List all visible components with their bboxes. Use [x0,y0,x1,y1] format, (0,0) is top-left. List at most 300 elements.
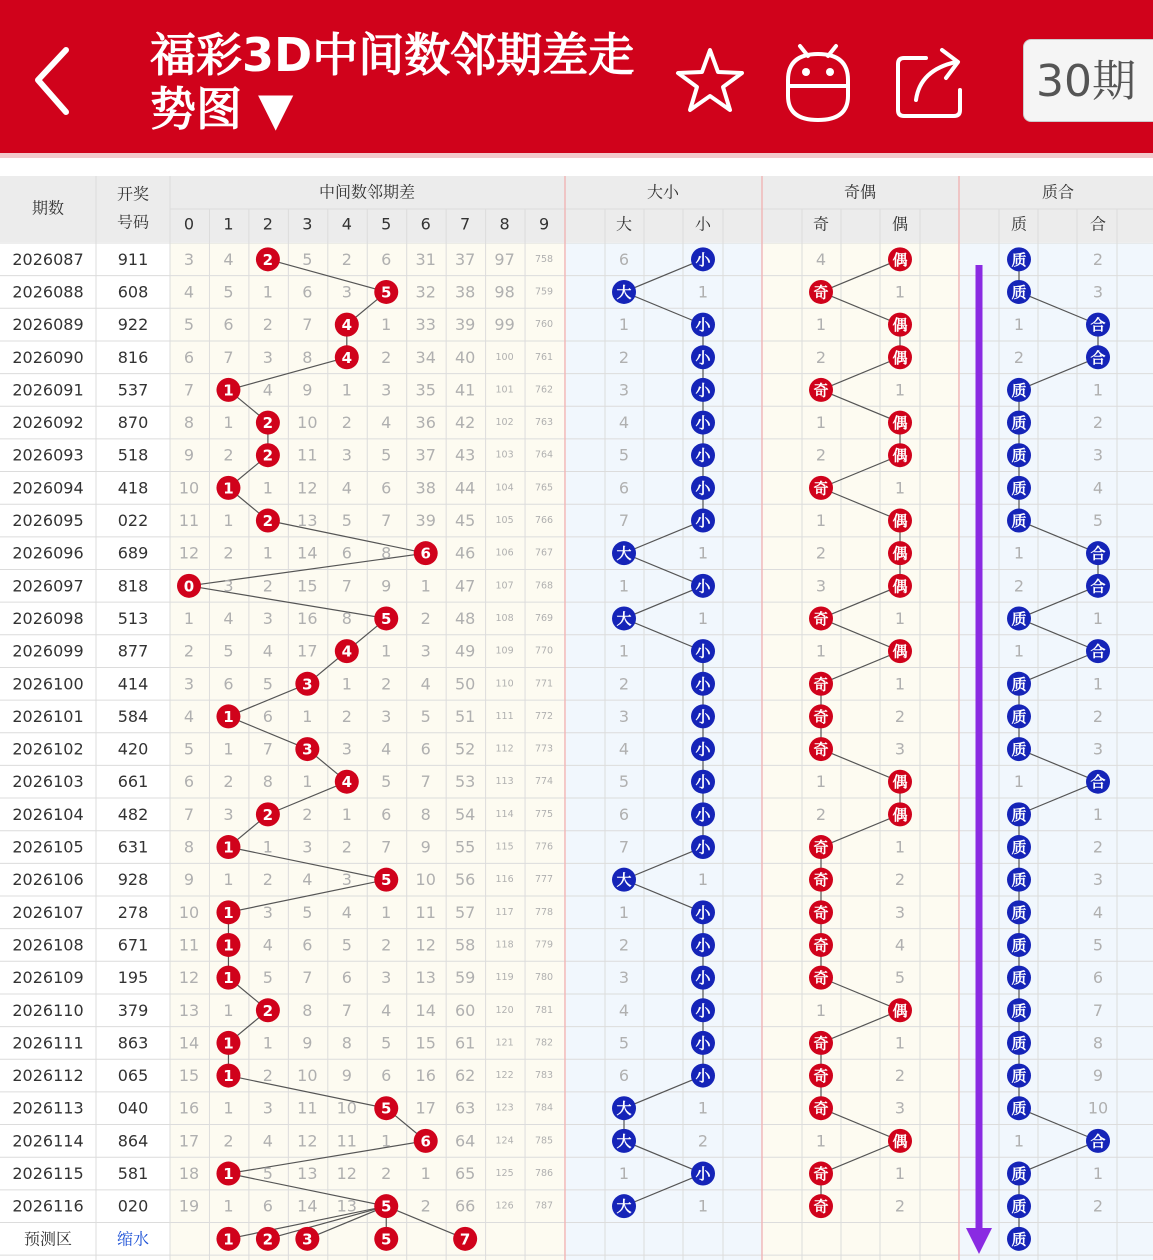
diff-cell: 2 [262,870,273,890]
diff-cell: 3 [341,739,352,759]
diff-cell: 99 [494,315,515,335]
predict-label: 预测区 [23,1229,73,1249]
oe-cell: 1 [894,1164,906,1184]
diff-cell: 1 [262,478,273,498]
oe-cell: 5 [894,968,906,988]
diff-cell: 1 [223,1000,234,1020]
diff-cell: 12 [336,1164,357,1184]
diff-cell: 117 [495,906,514,918]
draw-number-cell: 065 [117,1066,149,1086]
diff-cell: 1 [223,413,234,433]
period-cell: 2026089 [12,315,84,335]
star-icon[interactable] [672,40,748,122]
oe-cell: 3 [894,1098,906,1118]
bs-ball-label: 小 [695,1067,711,1086]
period-cell: 2026108 [12,935,84,955]
period-cell: 2026091 [12,380,84,400]
diff-cell: 1 [262,837,273,857]
diff-cell: 1 [302,772,313,792]
diff-cell: 12 [297,478,318,498]
diff-cell: 34 [415,347,436,367]
oe-ball-label: 奇 [813,903,829,922]
pc-ball-label: 质 [1011,903,1027,922]
group-pc-header: 质合 [1041,182,1075,202]
pc-cell: 1 [1013,1131,1025,1151]
share-icon[interactable] [892,40,968,122]
diff-cell: 3 [381,968,392,988]
period-cell: 2026104 [12,804,84,824]
diff-cell: 6 [223,315,234,335]
diff-cell: 2 [381,1164,392,1184]
diff-cell: 8 [341,608,352,628]
diff-cell: 1 [183,608,195,628]
diff-cell: 7 [262,739,273,759]
diff-cell: 4 [262,641,273,661]
diff-cell: 8 [341,1033,352,1053]
pc-ball-label: 合 [1090,1132,1106,1151]
diff-digit-header: 5 [381,214,392,234]
diff-cell: 10 [336,1098,357,1118]
diff-cell: 14 [178,1033,200,1053]
diff-cell: 58 [454,935,476,955]
diff-ball-label: 4 [341,316,353,335]
diff-cell: 775 [534,808,554,820]
pc-ball-label: 质 [1011,250,1027,269]
pc-cell: 5 [1092,935,1104,955]
diff-cell: 15 [415,1033,436,1053]
diff-cell: 4 [381,1000,392,1020]
diff-cell: 16 [297,608,318,628]
diff-cell: 7 [223,347,234,367]
diff-cell: 125 [495,1168,514,1180]
diff-digit-header: 4 [341,214,352,234]
diff-cell: 11 [415,902,436,922]
diff-cell: 11 [336,1131,357,1151]
diff-cell: 2 [420,1196,431,1216]
col-draw-header-2: 号码 [116,212,150,232]
diff-cell: 5 [262,1164,273,1184]
pc-ball-label: 质 [1011,740,1027,759]
diff-cell: 116 [495,874,514,886]
group-diff-header: 中间数邻期差 [318,182,416,202]
diff-cell: 772 [534,710,554,722]
oe-cell: 2 [815,445,827,465]
diff-ball-label: 5 [381,1197,392,1216]
diff-cell: 39 [415,511,436,531]
diff-cell: 1 [381,315,392,335]
diff-cell: 6 [302,935,313,955]
pc-ball-label: 质 [1011,936,1027,955]
diff-cell: 41 [454,380,476,400]
diff-ball-label: 1 [223,936,234,955]
oe-ball-label: 奇 [813,1165,829,1184]
diff-cell: 5 [262,968,273,988]
android-icon[interactable] [780,40,856,122]
diff-cell: 46 [454,543,476,563]
diff-cell: 1 [302,706,313,726]
oe-ball-label: 奇 [813,283,829,302]
diff-cell: 4 [262,380,273,400]
diff-cell: 48 [454,608,476,628]
pc-cell: 2 [1092,413,1104,433]
bs-ball-label: 小 [695,250,711,269]
period-cell: 2026116 [12,1196,84,1216]
diff-cell: 98 [494,282,515,302]
bs-cell: 5 [618,1033,630,1053]
diff-cell: 9 [341,1066,352,1086]
oe-cell: 1 [894,1033,906,1053]
diff-cell: 124 [495,1135,514,1147]
diff-cell: 17 [178,1131,200,1151]
pc-cell: 4 [1092,478,1104,498]
oe-cell: 1 [894,837,906,857]
diff-cell: 8 [183,837,195,857]
diff-ball-label: 5 [381,283,392,302]
period-cell: 2026094 [12,478,84,498]
diff-cell: 1 [420,1164,431,1184]
diff-ball-label: 1 [223,381,234,400]
diff-cell: 6 [183,772,195,792]
draw-number-cell: 870 [117,413,149,433]
bs-ball-label: 小 [695,1165,711,1184]
diff-cell: 6 [302,282,313,302]
diff-ball-label: 4 [341,348,353,367]
oe-cell: 1 [815,315,827,335]
bs-ball-label: 小 [695,936,711,955]
diff-ball-label: 3 [302,675,313,694]
diff-cell: 778 [534,906,554,918]
diff-cell: 779 [534,939,554,951]
diff-cell: 112 [495,743,514,755]
bs-cell: 6 [618,249,630,269]
bs-cell: 1 [697,1196,709,1216]
diff-cell: 31 [415,249,436,269]
bs-cell: 2 [618,347,630,367]
diff-cell: 119 [495,972,514,984]
oe-ball-label: 偶 [892,805,908,824]
bs-ball-label: 大 [616,1197,632,1216]
diff-cell: 17 [297,641,318,661]
diff-cell: 7 [420,772,431,792]
diff-cell: 766 [534,515,554,527]
diff-cell: 3 [223,576,234,596]
bs-big-header: 大 [615,214,633,234]
pc-ball-label: 质 [1011,969,1027,988]
pc-cell: 7 [1092,1000,1104,1020]
period-select[interactable]: 30期 [1023,39,1153,122]
group-bs-header: 大小 [646,182,680,202]
pc-cell: 2 [1013,576,1025,596]
oe-ball-label: 奇 [813,1197,829,1216]
draw-number-cell: 608 [117,282,149,302]
diff-cell: 6 [381,478,392,498]
oe-cell: 1 [894,674,906,694]
shrink-link[interactable]: 缩水 [116,1229,150,1249]
diff-cell: 12 [178,543,200,563]
diff-cell: 121 [495,1037,514,1049]
bs-cell: 1 [618,315,630,335]
bs-cell: 6 [618,478,630,498]
bs-cell: 2 [697,1131,709,1151]
diff-cell: 2 [420,608,431,628]
diff-cell: 3 [420,641,431,661]
diff-cell: 64 [454,1131,476,1151]
period-cell: 2026109 [12,968,84,988]
oe-ball-label: 奇 [813,479,829,498]
diff-cell: 7 [183,380,195,400]
pc-cell: 3 [1092,870,1104,890]
oe-cell: 1 [894,608,906,628]
bs-cell: 4 [618,1000,630,1020]
bs-cell: 1 [697,608,709,628]
diff-cell: 2 [341,706,352,726]
pc-cell: 4 [1092,902,1104,922]
oe-ball-label: 偶 [892,577,908,596]
diff-ball-label: 1 [223,1165,234,1184]
diff-cell: 7 [381,837,392,857]
diff-cell: 60 [454,1000,476,1020]
bs-cell: 5 [618,445,630,465]
bs-ball-label: 小 [695,903,711,922]
diff-cell: 6 [262,706,273,726]
diff-cell: 38 [454,282,476,302]
bs-ball-label: 小 [695,316,711,335]
diff-cell: 115 [495,841,514,853]
group-oe-header: 奇偶 [843,182,877,202]
oe-cell: 3 [894,902,906,922]
bs-cell: 6 [618,1066,630,1086]
diff-cell: 110 [495,678,514,690]
bs-cell: 7 [618,837,630,857]
pc-cell: 10 [1087,1098,1109,1118]
oe-cell: 1 [815,641,827,661]
diff-cell: 1 [341,804,352,824]
oe-even-header: 偶 [891,214,909,234]
bs-small-header: 小 [694,214,712,234]
diff-cell: 8 [420,804,431,824]
bs-cell: 3 [618,968,630,988]
diff-cell: 3 [262,608,273,628]
diff-cell: 758 [534,253,554,265]
draw-number-cell: 911 [117,249,149,269]
pc-ball-label: 质 [1011,1197,1027,1216]
period-cell: 2026087 [12,249,84,269]
diff-cell: 66 [454,1196,476,1216]
pc-ball-label: 质 [1011,283,1027,302]
diff-cell: 10 [297,1066,318,1086]
diff-ball-label: 6 [420,544,431,563]
period-cell: 2026106 [12,870,84,890]
period-cell: 2026115 [12,1164,84,1184]
diff-cell: 12 [297,1131,318,1151]
diff-cell: 782 [534,1037,554,1049]
pc-ball-label: 合 [1090,642,1106,661]
draw-number-cell: 040 [117,1098,149,1118]
diff-cell: 6 [381,249,392,269]
diff-cell: 761 [534,351,554,363]
diff-ball-label: 1 [223,707,234,726]
oe-cell: 3 [894,739,906,759]
diff-cell: 107 [495,580,514,592]
diff-ball-label: 1 [223,969,234,988]
bs-ball-label: 大 [616,544,632,563]
pc-cell: 8 [1092,1033,1104,1053]
diff-cell: 2 [302,804,313,824]
diff-cell: 6 [223,674,234,694]
diff-cell: 771 [534,678,554,690]
diff-cell: 18 [178,1164,200,1184]
pc-cell: 1 [1092,608,1104,628]
diff-cell: 3 [262,347,273,367]
diff-cell: 3 [341,870,352,890]
period-cell: 2026114 [12,1131,84,1151]
bs-cell: 6 [618,804,630,824]
diff-cell: 3 [262,1098,273,1118]
pc-ball-label: 质 [1011,838,1027,857]
diff-cell: 6 [341,543,352,563]
bs-cell: 1 [697,870,709,890]
draw-number-cell: 537 [117,380,149,400]
diff-cell: 5 [183,739,195,759]
diff-cell: 2 [262,315,273,335]
diff-cell: 8 [262,772,273,792]
diff-cell: 13 [415,968,436,988]
diff-cell: 1 [381,1131,392,1151]
oe-cell: 1 [894,478,906,498]
diff-cell: 33 [415,315,436,335]
oe-ball-label: 偶 [892,544,908,563]
diff-cell: 1 [223,1196,234,1216]
bs-ball-label: 小 [695,348,711,367]
draw-number-cell: 877 [117,641,149,661]
bs-ball-label: 小 [695,414,711,433]
top-bar [0,0,1153,158]
pc-cell: 1 [1013,772,1025,792]
page-title[interactable]: 福彩3D中间数邻期差走势图 ▼ [150,28,635,136]
diff-cell: 4 [223,608,234,628]
back-arrow-icon[interactable] [28,40,88,120]
diff-cell: 6 [381,1066,392,1086]
bs-ball-label: 小 [695,577,711,596]
diff-cell: 35 [415,380,436,400]
bs-cell: 1 [618,1164,630,1184]
diff-cell: 52 [454,739,476,759]
diff-cell: 9 [420,837,431,857]
period-cell: 2026100 [12,674,84,694]
pc-cell: 3 [1092,445,1104,465]
diff-cell: 1 [381,641,392,661]
pc-cell: 2 [1092,249,1104,269]
bs-cell: 4 [618,739,630,759]
period-cell: 2026098 [12,608,84,628]
period-cell: 2026105 [12,837,84,857]
bs-cell: 3 [618,380,630,400]
diff-cell: 9 [302,380,313,400]
oe-zone-bg [763,243,959,1260]
diff-cell: 2 [341,413,352,433]
diff-cell: 776 [534,841,554,853]
diff-cell: 1 [262,282,273,302]
diff-cell: 11 [178,935,200,955]
oe-cell: 1 [815,413,827,433]
bs-ball-label: 小 [695,969,711,988]
draw-number-cell: 661 [117,772,149,792]
pc-ball-label: 质 [1011,446,1027,465]
pc-cell: 3 [1092,282,1104,302]
draw-number-cell: 518 [117,445,149,465]
bs-ball-label: 小 [695,838,711,857]
pc-cell: 1 [1013,315,1025,335]
diff-cell: 50 [454,674,476,694]
diff-cell: 6 [183,347,195,367]
diff-cell: 783 [534,1070,554,1082]
oe-ball-label: 偶 [892,316,908,335]
trend-chart [0,176,1153,1260]
oe-ball-label: 奇 [813,1099,829,1118]
pc-prime-header: 质 [1010,214,1028,234]
bs-ball-label: 大 [616,609,632,628]
oe-ball-label: 偶 [892,446,908,465]
diff-cell: 37 [415,445,436,465]
diff-cell: 39 [454,315,476,335]
diff-cell: 62 [454,1066,476,1086]
oe-ball-label: 奇 [813,969,829,988]
period-cell: 2026090 [12,347,84,367]
diff-cell: 7 [302,315,313,335]
bs-ball-label: 大 [616,871,632,890]
bs-ball-label: 小 [695,675,711,694]
period-cell: 2026099 [12,641,84,661]
pc-cell: 3 [1092,739,1104,759]
diff-digit-header: 0 [183,214,195,234]
diff-cell: 10 [297,413,318,433]
diff-cell: 2 [223,772,234,792]
oe-cell: 2 [894,706,906,726]
pc-ball-label: 质 [1011,675,1027,694]
diff-cell: 1 [223,870,234,890]
predict-ball-label: 3 [302,1230,313,1249]
period-cell: 2026113 [12,1098,84,1118]
pc-zone-bg [960,243,1153,1260]
oe-cell: 1 [894,380,906,400]
bs-cell: 1 [618,641,630,661]
draw-number-cell: 020 [117,1196,149,1216]
diff-cell: 3 [183,249,195,269]
diff-cell: 54 [454,804,476,824]
draw-number-cell: 631 [117,837,149,857]
diff-cell: 4 [183,282,195,302]
diff-cell: 16 [178,1098,200,1118]
bs-cell: 2 [618,935,630,955]
draw-number-cell: 482 [117,804,149,824]
diff-ball-label: 5 [381,1099,392,1118]
draw-number-cell: 922 [117,315,149,335]
diff-cell: 65 [454,1164,476,1184]
diff-cell: 3 [341,445,352,465]
diff-cell: 762 [534,384,554,396]
draw-number-cell: 022 [117,511,149,531]
diff-ball-label: 1 [223,1034,234,1053]
diff-cell: 781 [534,1004,554,1016]
bs-cell: 2 [618,674,630,694]
diff-cell: 759 [534,286,554,298]
diff-cell: 3 [381,380,392,400]
diff-cell: 4 [341,478,352,498]
diff-ball-label: 1 [223,838,234,857]
diff-cell: 63 [454,1098,476,1118]
diff-cell: 1 [341,380,352,400]
diff-cell: 3 [183,674,195,694]
